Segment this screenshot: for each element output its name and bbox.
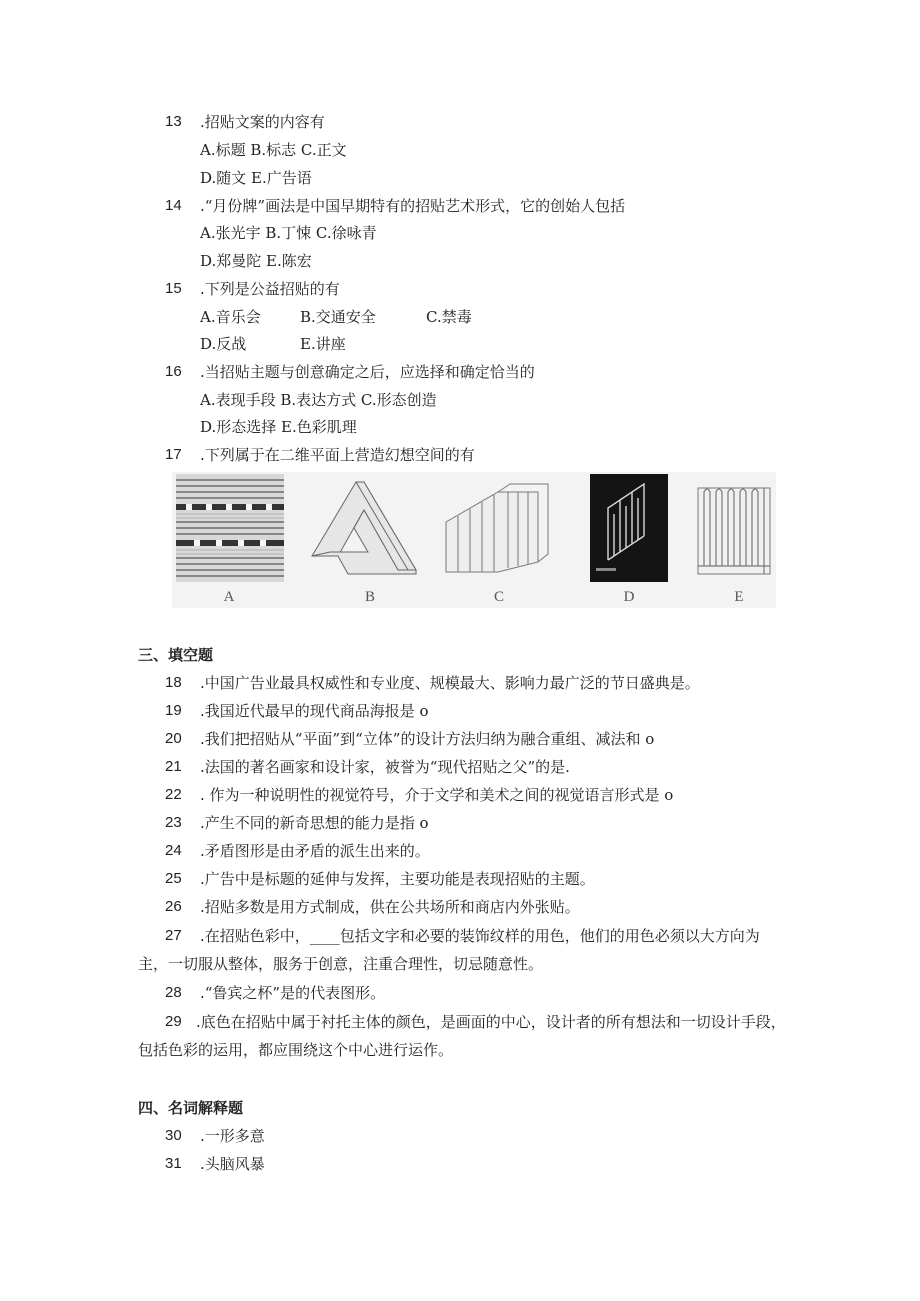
question-text: .我们把招贴从“平面”到“立体”的设计方法归纳为融合重组、减法和 o xyxy=(200,730,655,748)
option-c: C.禁毒 xyxy=(426,308,472,326)
question-text-continued: 包括色彩的运用，都应围绕这个中心进行运作。 xyxy=(138,1041,454,1059)
question-number: 20 xyxy=(165,730,182,747)
figure-e-impossible-fork xyxy=(694,474,774,582)
option-e: E.讲座 xyxy=(300,335,346,353)
figure-b-impossible-triangle xyxy=(308,474,420,582)
question-text: .“鲁宾之杯”是的代表图形。 xyxy=(200,984,386,1002)
question-stem: .当招贴主题与创意确定之后，应选择和确定恰当的 xyxy=(200,363,535,381)
question-options: D.形态选择 E.色彩肌理 xyxy=(200,418,357,436)
figure-label-a: A xyxy=(223,589,235,605)
question-text: .法国的著名画家和设计家，被誉为“现代招贴之父”的是. xyxy=(200,758,570,776)
question-number: 18 xyxy=(165,674,182,691)
question-number: 29 xyxy=(165,1013,182,1030)
question-options: A.张光宇 B.丁悚 C.徐咏青 xyxy=(200,224,377,242)
section-title: 三、填空题 xyxy=(138,646,214,664)
question-text: .矛盾图形是由矛盾的派生出来的。 xyxy=(200,842,430,860)
question-number: 23 xyxy=(165,814,182,831)
question-number: 28 xyxy=(165,984,182,1001)
option-d: D.反战 xyxy=(200,335,247,353)
question-text: .我国近代最早的现代商品海报是 o xyxy=(200,702,429,720)
illusion-figures xyxy=(172,472,776,608)
figure-label-e: E xyxy=(734,589,744,605)
question-text-continued: 主，一切服从整体，服务于创意，注重合理性，切忌随意性。 xyxy=(138,955,544,973)
figure-c-impossible-bars xyxy=(438,474,550,582)
figure-a-stripes xyxy=(176,474,284,582)
question-number: 15 xyxy=(165,280,182,297)
question-number: 21 xyxy=(165,758,182,775)
option-b: B.交通安全 xyxy=(300,308,376,326)
question-stem: .下列属于在二维平面上营造幻想空间的有 xyxy=(200,446,475,464)
question-text: .产生不同的新奇思想的能力是指 o xyxy=(200,814,429,832)
question-number: 30 xyxy=(165,1127,182,1144)
question-stem: .下列是公益招贴的有 xyxy=(200,280,340,298)
figure-d-dark-box xyxy=(590,474,668,582)
figure-label-d: D xyxy=(623,589,635,605)
question-number: 16 xyxy=(165,363,182,380)
question-number: 22 xyxy=(165,786,182,803)
question-number: 31 xyxy=(165,1155,182,1172)
question-text: .一形多意 xyxy=(200,1127,265,1145)
question-options: A.标题 B.标志 C.正文 xyxy=(200,141,347,159)
section-title: 四、名词解释题 xyxy=(138,1099,244,1117)
question-text: .广告中是标题的延伸与发挥，主要功能是表现招贴的主题。 xyxy=(200,870,595,888)
question-options: A.表现手段 B.表达方式 C.形态创造 xyxy=(200,391,437,409)
figure-label-c: C xyxy=(493,589,504,605)
question-text: .在招贴色彩中，____包括文字和必要的装饰纹样的用色，他们的用色必须以大方向为 xyxy=(200,927,760,945)
question-text: .头脑风暴 xyxy=(200,1155,265,1173)
question-number: 25 xyxy=(165,870,182,887)
question-number: 14 xyxy=(165,197,182,214)
question-text: . 作为一种说明性的视觉符号，介于文学和美术之间的视觉语言形式是 o xyxy=(200,786,674,804)
question-options: D.郑曼陀 E.陈宏 xyxy=(200,252,312,270)
question-stem: .“月份牌”画法是中国早期特有的招贴艺术形式，它的创始人包括 xyxy=(200,197,626,215)
question-number: 24 xyxy=(165,842,182,859)
question-stem: .招贴文案的内容有 xyxy=(200,113,325,131)
question-number: 27 xyxy=(165,927,182,944)
question-number: 26 xyxy=(165,898,182,915)
question-text: .底色在招贴中属于衬托主体的颜色，是画面的中心，设计者的所有想法和一切设计手段， xyxy=(196,1013,786,1031)
question-options: D.随文 E.广告语 xyxy=(200,169,312,187)
question-text: .招贴多数是用方式制成，供在公共场所和商店内外张贴。 xyxy=(200,898,580,916)
figure-label-b: B xyxy=(364,589,375,605)
question-number: 17 xyxy=(165,446,182,463)
option-a: A.音乐会 xyxy=(200,308,261,326)
question-number: 13 xyxy=(165,113,182,130)
question-number: 19 xyxy=(165,702,182,719)
question-text: .中国广告业最具权威性和专业度、规模最大、影响力最广泛的节日盛典是。 xyxy=(200,674,700,692)
